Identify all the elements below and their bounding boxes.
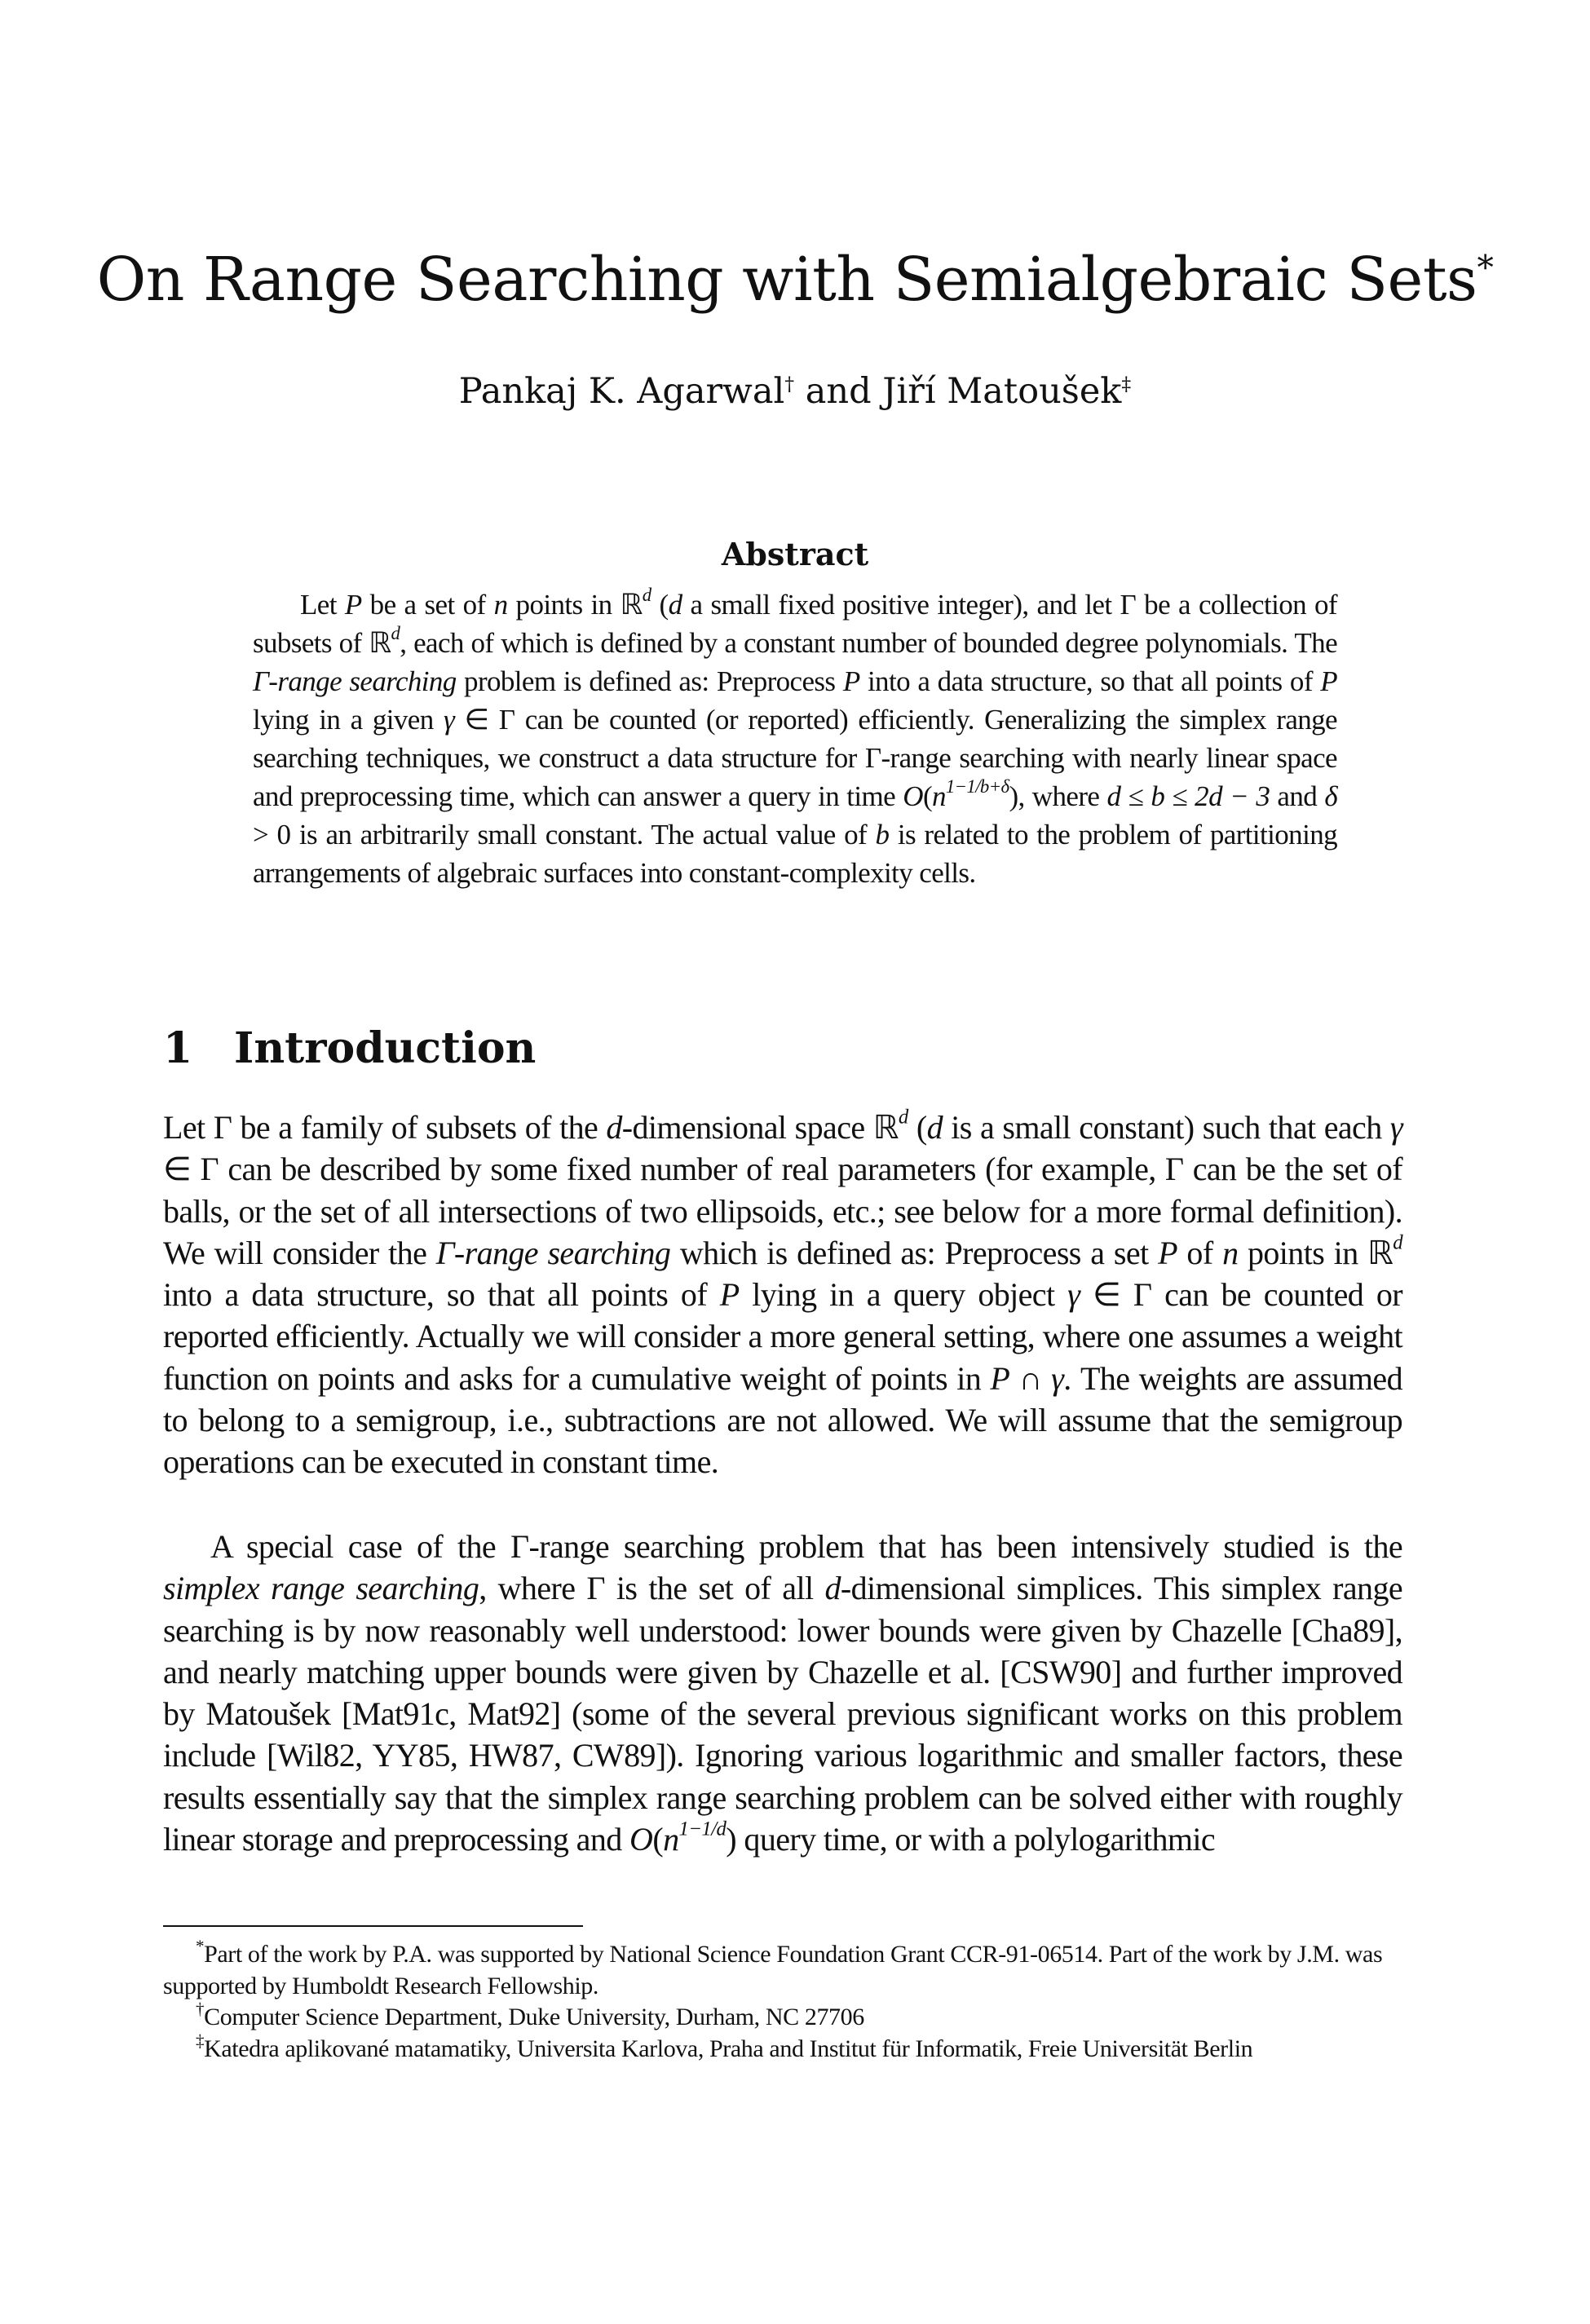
author-matousek: Jiří Matoušek bbox=[882, 371, 1122, 412]
abstract-heading: Abstract bbox=[721, 536, 869, 572]
section-number: 1 bbox=[163, 1023, 193, 1073]
author-conjunction: and bbox=[794, 371, 883, 412]
section-title: Introduction bbox=[234, 1023, 537, 1073]
footnotes bbox=[163, 1936, 1402, 2065]
title-footnote-mark: * bbox=[1477, 248, 1494, 288]
title-text: On Range Searching with Semialgebraic Sets bbox=[96, 245, 1477, 315]
footnote-rule bbox=[163, 1925, 583, 1927]
paper-title bbox=[0, 245, 1590, 315]
intro-term-simplex-range-searching: simplex range searching bbox=[163, 1570, 479, 1607]
author1-footnote-mark: † bbox=[784, 372, 795, 395]
author-line bbox=[0, 371, 1590, 412]
intro-paragraph-1: Let Γ be a family of subsets of the d-dimensional space ℝ$^d$ (d is a small constant) such that each γ ∈ Γ can be described by some fixed number of real parameters (for example, Γ can be the set of balls, or the set of all intersections of two ellipsoids, etc.; see below for a more formal definition). We will consider the Γ-range searching which is defined as: Preprocess a set P of n points in ℝ$^d$ into a data structure, so that all points of P lying in a query object γ ∈ Γ can be counted or reported efficiently. Actually we will consider a more general setting, where one assumes a weight function on points and asks for a cumulative weight of points in P ∩ γ. The weights are assumed to belong to a semigroup, i.e., subtractions are not allowed. We will assume that the semigroup operations can be executed in constant time. bbox=[163, 1106, 1403, 1481]
abstract-paragraph: Let P be a set of n points in ℝ$^d$ (d a small fixed positive integer), and let Γ be a collection of subsets of ℝ$^d$, each of which is defined by a constant number of bounded degree polynomials. The Γ-range searching problem is defined as: Preprocess P into a data structure, so that all points of P lying in a given γ ∈ Γ can be counted (or reported) efficiently. Generalizing the simplex range searching techniques, we construct a data structure for Γ-range searching with nearly linear space and preprocessing time, which can answer a query in time $O(n^{1-1/b+\delta})$, where d ≤ b ≤ 2d − 3 and δ > 0 is an arbitrarily small constant. The actual value of b is related to the problem of partitioning arrangements of algebraic surfaces into constant-complexity cells. bbox=[253, 585, 1338, 889]
footnote-agarwal-affiliation: †Computer Science Department, Duke University, Durham, NC 27706 bbox=[196, 1999, 864, 2030]
author-agarwal: Pankaj K. Agarwal bbox=[458, 371, 785, 412]
footnote-matousek-affiliation: ‡Katedra aplikované matamatiky, Universita Karlova, Praha and Institut für Informatik, Freie Universität Berlin bbox=[196, 2030, 1253, 2062]
abstract-term-range-searching: Γ-range searching bbox=[253, 665, 457, 697]
section-heading-introduction bbox=[163, 1023, 536, 1073]
footnote-funding: *Part of the work by P.A. was supported by National Science Foundation Grant CCR-91-06514. Part of the work by J.M. was supported by Humboldt Research Fellowship. bbox=[163, 1936, 1383, 1999]
intro-paragraph-2: A special case of the Γ-range searching problem that has been intensively studied is the simplex range searching, where Γ is the set of all d-dimensional simplices. This simplex range searching is by now reasonably well understood: lower bounds were given by Chazelle [Cha89], and nearly matching upper bounds were given by Chazelle et al. [CSW90] and further improved by Matoušek [Mat91c, Mat92] (some of the several previous significant works on this problem include [Wil82, YY85, HW87, CW89]). Ignoring various logarithmic and smaller factors, these results essentially say that the simplex range searching problem can be solved either with roughly linear storage and preprocessing and $O(n^{1-1/d})$ query time, or with a polylogarithmic bbox=[163, 1528, 1403, 1858]
intro-term-range-searching: Γ-range searching bbox=[435, 1234, 671, 1271]
author2-footnote-mark: ‡ bbox=[1121, 372, 1132, 395]
